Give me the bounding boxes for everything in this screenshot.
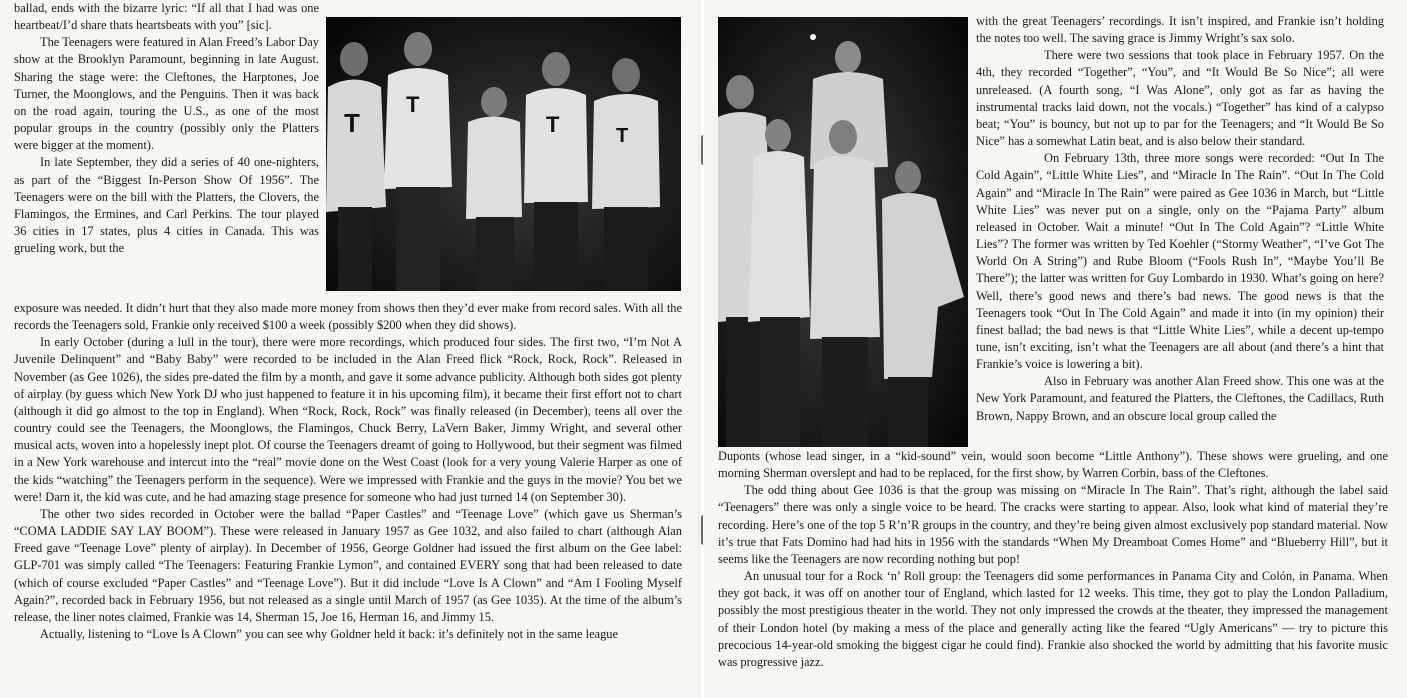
paragraph: In early October (during a lull in the tour), there were more recordings, which produced four sides. The first two, “I’m Not A Juvenile Delinquent” and “Baby Baby” were recorded to be included in the Alan Freed flick “Rock, Rock, Rock”. Released in November (as Gee 1026), the sides pre-dated the film by a month, and gave it some advance publicity. Although both sides got plenty of airplay (by guess which New York DJ who just happened to feature it in his upcoming film), it became their first effort not to chart (although it did go almost to the top in England). When “Rock, Rock, Rock” was finally released (in December), teens all over the country could see the Teenagers, the Moonglows, the Flamingos, Chuck Berry, LaVern Baker, Jimmy Wright, and several other musical acts, woven into a hopelessly inept plot. Of course the Teenagers dreamt of going to Hollywood, but their segment was filmed in a New York warehouse and intercut into the “real” movie done on the West Coast (look for a very young Valerie Harper as one of the kids “watching” the Teenagers perform in the sequence). Were we impressed with Frankie and the guys in the movie? You bet we were! Darn it, the kid was cute, and he had amazing stage presence for someone who had just turned 14 (on September 30). xyxy=(14,335,682,504)
teenagers-performance-photo xyxy=(718,17,968,447)
paragraph: In late September, they did a series of 40 one-nighters, as part of the “Biggest In-Person Show Of 1956”. The Teenagers were on the bill with the Platters, the Clovers, the Flamingos, the Ermines, and Carl Perkins. The tour played 36 cities in 17 states, plus 4 cities in Canada. This was grueling work, but the xyxy=(14,155,319,256)
paragraph: The odd thing about Gee 1036 is that the group was missing on “Miracle In The Rain”. That’s right, although the label said “Teenagers” there was only a single voice to be heard. The cracks were starting to appear. Also, look what kind of material they’re recording. Here’s one of the top 5 R’n’R groups in the country, and they’re being given almost exclusively pop standard material. Now it’s true that Fats Domino had had hits in 1956 with the standards “When My Dreamboat Comes Home” and “Blueberry Hill”, but it seems like the Teenagers are now recording nothing but pop! xyxy=(718,483,1388,566)
sweater-letter: T xyxy=(546,112,560,137)
sweater-letter: T xyxy=(616,125,629,147)
right-top-column xyxy=(976,13,1384,425)
right-body-column xyxy=(718,448,1388,671)
left-body-column xyxy=(14,300,682,643)
left-top-column xyxy=(14,0,319,257)
sweater-letter: T xyxy=(406,92,420,117)
paragraph: On February 13th, three more songs were recorded: “Out In The Cold Again”, “Little White Lies”, and “Miracle In The Rain”. “Out In The Cold Again” and “Miracle In The Rain” were paired as Gee 1036 in March, but “Little White Lies” was never put on a single, only on the “Pajama Party” album released in October. Wait a minute! “Out In The Cold Again”? “Little White Lies”? The former was written by Ted Koehler (“Stormy Weather”, “I’ve Got The World On A String”) and Rube Bloom (“Fools Rush In”, “Maybe You’ll Be There”); the latter was written for Guy Lombardo in 1930. What’s going on here? Well, there’s good news and there’s bad news. The good news is that the Teenagers took “Out In The Cold Again” and made it into (in my opinion) their finest ballad; the bad news is that “Little White Lies”, while a decent up-tempo tune, isn’t exciting, isn’t what the Teenagers are all about (and there’s a hint that Frankie’s voice is lowering a bit). xyxy=(976,151,1384,372)
right-page xyxy=(705,0,1407,698)
paragraph: The other two sides recorded in October were the ballad “Paper Castles” and “Teenage Love” (which gave us Sherman’s “COMA LADDIE SAY LAY BOOM”). These were released in January 1957 as Gee 1032, and also failed to chart (although Alan Freed gave “Teenage Love” plenty of airplay). In December of 1956, George Goldner had issued the first album on the Gee label: GLP-701 was simply called “The Teenagers: Featuring Frankie Lymon”, and contained EVERY song that had been released to date (which of course excluded “Paper Castles” and “Teenage Love”). But it did include “Love Is A Clown” and “Am I Fooling Myself Again?”, recorded back in February 1956, but not released as a single until March of 1957 (as Gee 1035). At the time of the album’s release, the liner notes claimed, Frankie was 14, Sherman 15, Joe 16, Herman 16, and Jimmy 15. xyxy=(14,506,682,624)
teenagers-group-photo xyxy=(326,17,681,291)
paragraph: exposure was needed. It didn’t hurt that they also made more money from shows then they’d ever make from record sales. With all the records the Teenagers sold, Frankie only received $100 a week (possibly $200 when they did shows). xyxy=(14,301,682,333)
photo-figures xyxy=(718,17,968,447)
photo-figures xyxy=(326,17,681,291)
left-page xyxy=(0,0,700,698)
paragraph: ballad, ends with the bizarre lyric: “If all that I had was one heartbeat/I’d share thats heartsbeats with you” [sic]. xyxy=(14,1,319,33)
paragraph: The Teenagers were featured in Alan Freed’s Labor Day show at the Brooklyn Paramount, beginning in late August. Sharing the stage were: the Cleftones, the Harptones, Joe Turner, the Moonglows, and the Penguins. Then it was back on the road again, touring the U.S., as one of the most popular groups in the country (possibly only the Platters were bigger at the moment). xyxy=(14,35,319,153)
paragraph: There were two sessions that took place in February 1957. On the 4th, they recorded “Together”, “You”, and “It Would Be So Nice”; all were unreleased. (A fourth song, “I Was Alone”, only got as far as having the instrumental tracks laid down, not the vocals.) “Together” has kind of a calypso beat; “You” is bouncy, but not up to par for the Teenagers; and “It Would Be So Nice” has a somewhat Latin beat, and is also below their standard. xyxy=(976,48,1384,149)
paragraph: An unusual tour for a Rock ‘n’ Roll group: the Teenagers did some performances in Panama City and Colón, in Panama. When they got back, it was off on another tour of England, which lasted for 12 weeks. This time, they got to play the London Palladium, possibly the most prestigious theater in the world. They not only impressed the crowds at the theater, they impressed the management of their London hotel (by making a mess of the place and generally acting like the feared “Ugly Americans” — try to picture this precocious 14-year-old smoking the biggest cigar he could find). Frankie also shocked the world by admitting that his favorite music was progressive jazz. xyxy=(718,569,1388,669)
paragraph: Actually, listening to “Love Is A Clown” you can see why Goldner held it back: it’s definitely not in the same league xyxy=(40,626,618,641)
paragraph: Duponts (whose lead singer, in a “kid-sound” vein, would soon become “Little Anthony”). These shows were grueling, and one morning Sherman overslept and had to be replaced, for the first show, by Warren Corbin, bass of the Cleftones. xyxy=(718,449,1388,481)
sweater-letter: T xyxy=(344,108,360,138)
paragraph: with the great Teenagers’ recordings. It isn’t inspired, and Frankie isn’t holding the notes too well. The saving grace is Jimmy Wright’s sax solo. xyxy=(976,14,1384,46)
paragraph: Also in February was another Alan Freed show. This one was at the New York Paramount, and featured the Platters, the Cleftones, the Cadillacs, Ruth Brown, Nappy Brown, and an obscure local group called the xyxy=(976,374,1384,423)
